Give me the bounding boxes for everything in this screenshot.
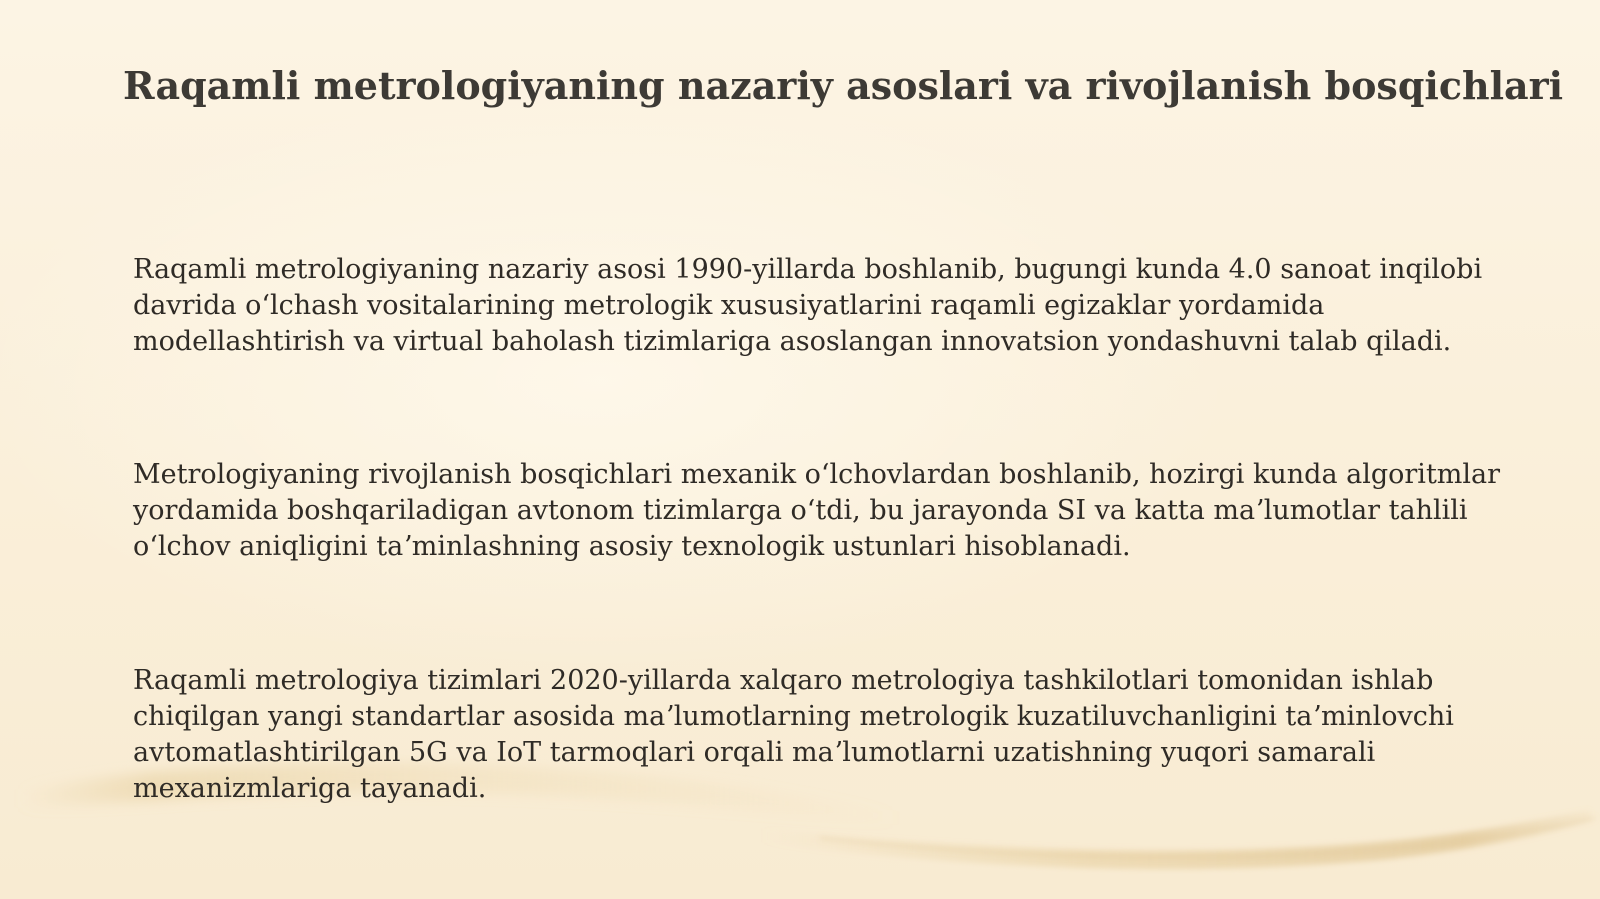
paragraph-3: Raqamli metrologiya tizimlari 2020-yillarda xalqaro metrologiya tashkilotlari tomonidan ishlab chiqilgan yangi standartlar asosida maʼlumotlarning metrologik kuzatiluvchanligini taʼminlovchi avtomatlashtirilgan 5G va IoT tarmoqlari orqali maʼlumotlarni uzatishning yuqori samarali mexanizmlariga tayanadi. (133, 665, 1454, 804)
paragraph-2: Metrologiyaning rivojlanish bosqichlari mexanik oʻlchovlardan boshlanib, hozirgi kunda algoritmlar yordamida boshqariladigan avtonom tizimlarga oʻtdi, bu jarayonda SI va katta maʼlumotlar tahlili oʻlchov aniqligini taʼminlashning asosiy texnologik ustunlari hisoblanadi. (133, 459, 1501, 562)
paragraph-1: Raqamli metrologiyaning nazariy asosi 1990-yillarda boshlanib, bugungi kunda 4.0 sanoat inqilobi davrida oʻlchash vositalarining metrologik xususiyatlarini raqamli egizaklar yordamida modellashtirish va virtual baholash tizimlariga asoslangan innovatsion yondashuvni talab qiladi. (133, 254, 1483, 357)
slide-title: Raqamli metrologiyaning nazariy asoslari va rivojlanish bosqichlari (123, 63, 1564, 108)
